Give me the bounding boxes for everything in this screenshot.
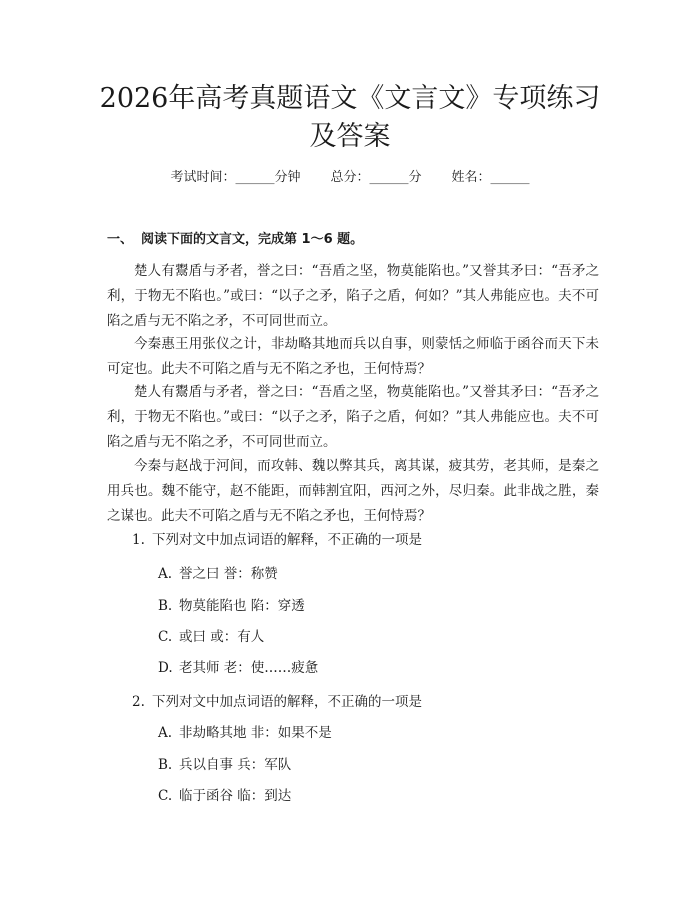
question-1-option-d (158, 658, 318, 678)
question-2-option-b (158, 755, 291, 775)
document-title: 2026年高考真题语文《文言文》专项练习及答案 (99, 83, 601, 152)
passage-paragraph: 楚人有鬻盾与矛者，誉之曰：“吾盾之坚，物莫能陷也。”又誉其矛曰：“吾矛之利，于物无不陷也。”或曰：“以子之矛，陷子之盾，何如？”其人弗能应也。夫不可陷之盾与无不陷之矛，不可同世而立。 (107, 263, 599, 329)
option-text: 誉之曰 誉：称赞 (179, 566, 278, 582)
exam-time-field: 考试时间：______分钟 (170, 170, 301, 185)
option-letter: D. (158, 660, 173, 676)
passage-paragraph: 今秦惠王用张仪之计，非劫略其地而兵以自事，则蒙恬之师临于函谷而天下未可定也。此夫不可陷之盾与无不陷之矛也，王何恃焉？ (107, 336, 599, 377)
option-text: 物莫能陷也 陷：穿透 (179, 598, 305, 614)
option-letter: B. (158, 757, 173, 773)
option-letter: C. (158, 788, 173, 804)
question-1-option-b (158, 596, 305, 616)
student-name-field: 姓名：______ (451, 170, 530, 185)
question-2-option-c (158, 786, 291, 806)
question-stem: 下列对文中加点词语的解释，不正确的一项是 (152, 694, 422, 710)
passage-paragraph: 楚人有鬻盾与矛者，誉之曰：“吾盾之坚，物莫能陷也。”又誉其矛曰：“吾矛之利，于物无不陷也。”或曰：“以子之矛，陷子之盾，何如？”其人弗能应也。夫不可陷之盾与无不陷之矛，不可同世而立。 (107, 384, 599, 450)
question-2 (132, 692, 422, 712)
section-instruction: 阅读下面的文言文，完成第 1～6 题。 (141, 232, 364, 247)
exam-info-line (0, 168, 700, 188)
question-number: 2. (132, 694, 145, 710)
question-number: 1. (132, 532, 145, 548)
option-text: 临于函谷 临：到达 (179, 788, 292, 804)
section-heading (107, 230, 363, 250)
passage-paragraph: 今秦与赵战于河间，而攻韩、魏以弊其兵，离其谋，疲其劳，老其师，是秦之用兵也。魏不能守，赵不能距，而韩割宜阳，西河之外，尽归秦。此非战之胜，秦之谋也。此夫不可陷之盾与无不陷之矛也，王何恃焉？ (107, 458, 599, 524)
total-score-field: 总分：______分 (330, 170, 422, 185)
question-stem: 下列对文中加点词语的解释，不正确的一项是 (152, 532, 422, 548)
option-letter: B. (158, 598, 173, 614)
option-letter: C. (158, 629, 173, 645)
option-text: 老其师 老：使……疲惫 (179, 660, 319, 676)
question-1 (132, 530, 422, 550)
option-text: 或曰 或：有人 (179, 629, 265, 645)
question-1-option-a (158, 564, 278, 584)
question-2-option-a (158, 723, 332, 743)
option-text: 兵以自事 兵：军队 (179, 757, 292, 773)
option-letter: A. (158, 566, 173, 582)
option-letter: A. (158, 725, 173, 741)
section-number: 一、 (107, 232, 134, 247)
option-text: 非劫略其地 非：如果不是 (179, 725, 332, 741)
question-1-option-c (158, 627, 264, 647)
